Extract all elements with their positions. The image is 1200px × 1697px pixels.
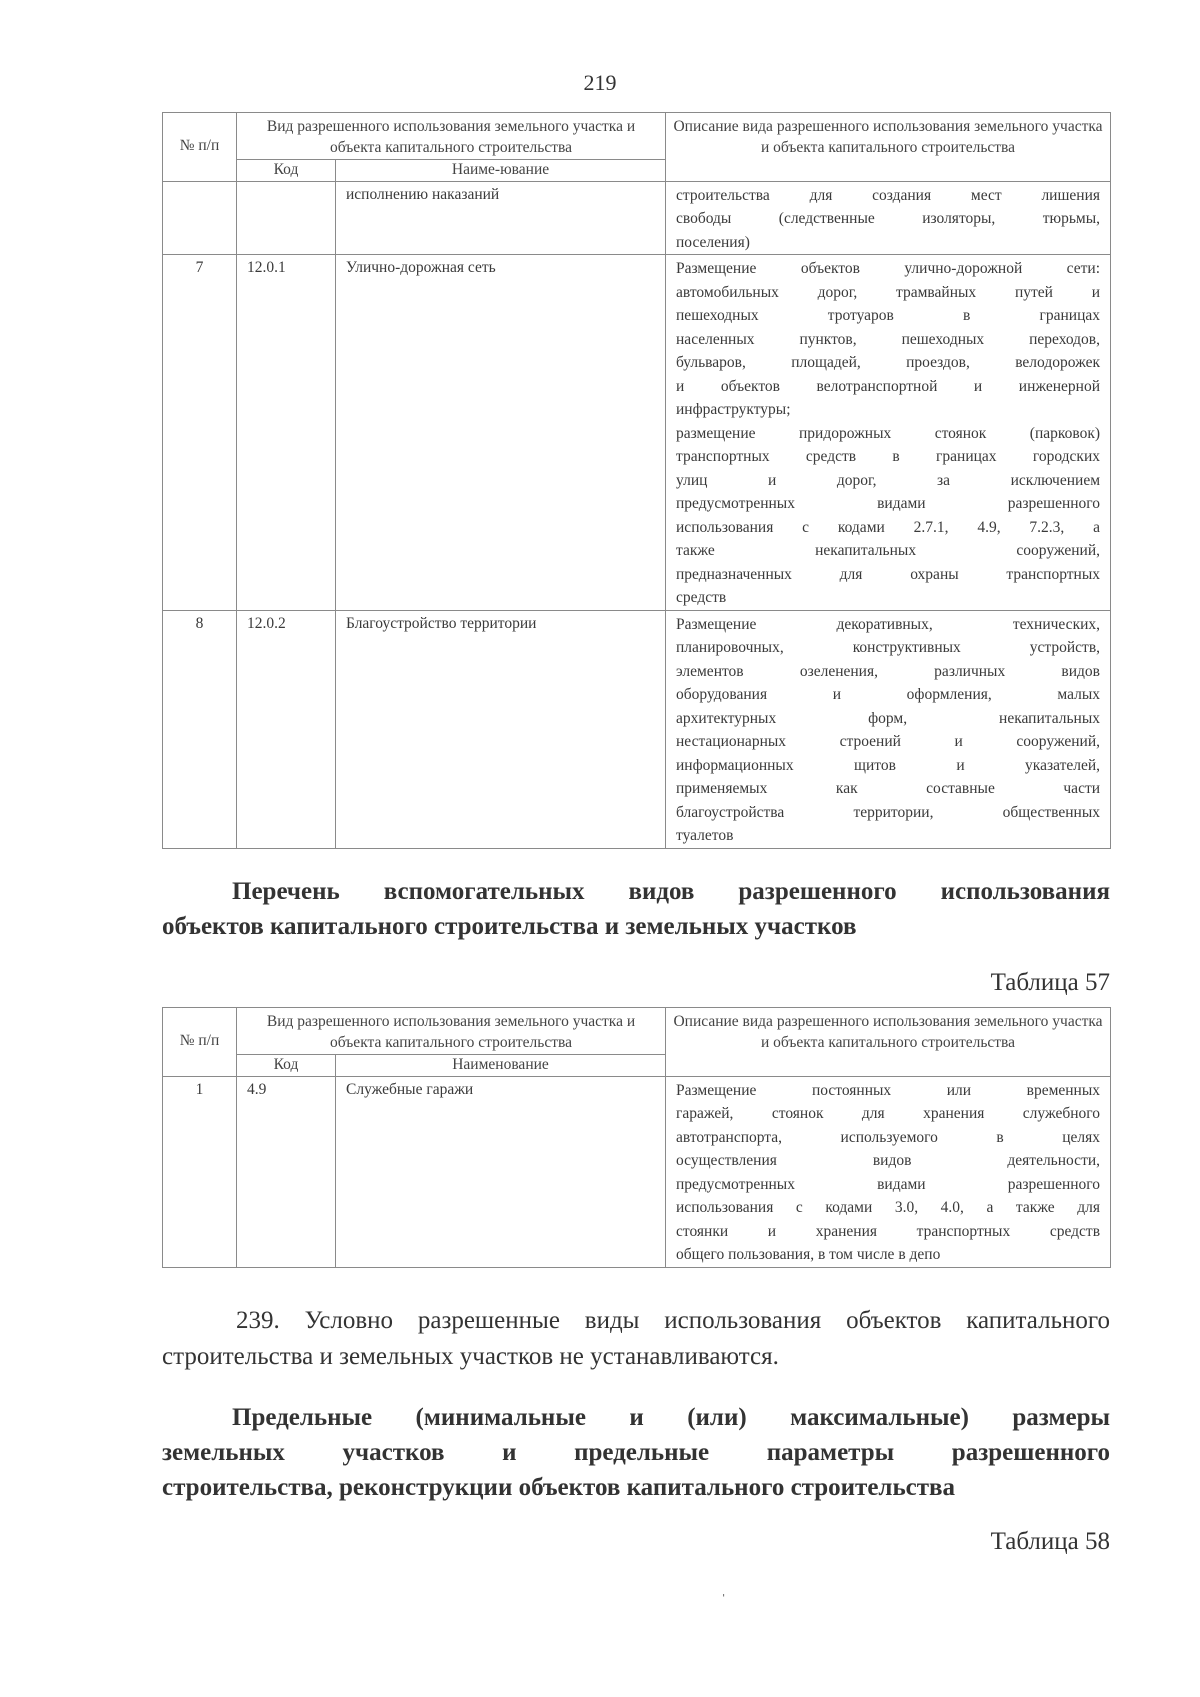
row-code: 4.9 [237, 1076, 336, 1267]
auxiliary-use-table [162, 1007, 1111, 1268]
description-line: населенных пунктов, пешеходных переходов, [676, 330, 1101, 348]
row-code: 12.0.2 [237, 610, 336, 848]
description-line: автомобильных дорог, трамвайных путей и [676, 283, 1101, 301]
table-58-label: Таблица 58 [990, 1528, 1110, 1555]
description-line: размещение придорожных стоянок (парковок) [676, 424, 1101, 442]
description-line: поселения) [676, 233, 750, 251]
table-row [163, 255, 1111, 611]
description-line: элементов озеленения, различных видов [676, 662, 1101, 680]
row-name: исполнению наказаний [336, 181, 666, 255]
description-line: Размещение декоративных, технических, [676, 615, 1101, 633]
heading-line: объектов капитального строительства и земельных участков [162, 913, 857, 940]
header-code: Код [237, 1054, 336, 1076]
paragraph-239: 239. Условно разрешенные виды использования объектов капитального строительства и земельных участков не устанавливаются. [162, 1307, 1110, 1370]
limit-parameters-heading [162, 1400, 1110, 1505]
row-code: 12.0.1 [237, 255, 336, 611]
header-num: № п/п [163, 113, 237, 182]
row-name: Благоустройство территории [336, 610, 666, 848]
description-line: информационных щитов и указателей, [676, 756, 1101, 774]
description-line: благоустройства территории, общественных [676, 803, 1101, 821]
description-line: предназначенных для охраны транспортных [676, 565, 1101, 583]
description-line: гаражей, стоянок для хранения служебного [676, 1105, 1101, 1123]
row-description [666, 1076, 1111, 1267]
description-line: средств [676, 589, 727, 607]
description-line: туалетов [676, 827, 734, 845]
description-line: Размещение постоянных или временных [676, 1081, 1101, 1099]
scan-mark: ˌ [721, 1580, 727, 1597]
description-line: пешеходных тротуаров в границах [676, 307, 1101, 325]
row-code [237, 181, 336, 255]
permitted-use-table-continued [162, 112, 1111, 849]
description-line: автотранспорта, используемого в целях [676, 1128, 1101, 1146]
row-description [666, 610, 1111, 848]
description-line: предусмотренных видами разрешенного [676, 495, 1101, 513]
table-57-label: Таблица 57 [990, 969, 1110, 996]
row-description [666, 255, 1111, 611]
row-num: 8 [163, 610, 237, 848]
header-name: Наиме-ювание [336, 159, 666, 181]
header-name: Наименование [336, 1054, 666, 1076]
description-line: планировочных, конструктивных устройств, [676, 639, 1101, 657]
description-line: общего пользования, в том числе в депо [676, 1246, 941, 1264]
header-usage-kind: Вид разрешенного использования земельного участка и объекта капитального строительства [237, 1008, 666, 1055]
description-line: использования с кодами 3.0, 4.0, а также для [676, 1199, 1101, 1217]
description-line: использования с кодами 2.7.1, 4.9, 7.2.3, а [676, 518, 1101, 536]
row-name: Улично-дорожная сеть [336, 255, 666, 611]
header-usage-kind: Вид разрешенного использования земельного участка и объекта капитального строительства [237, 113, 666, 160]
description-line: строительства для создания мест лишения [676, 186, 1101, 204]
description-line: предусмотренных видами разрешенного [676, 1175, 1101, 1193]
header-description: Описание вида разрешенного использования земельного участка и объекта капитального строительства [666, 1008, 1111, 1077]
description-line: свободы (следственные изоляторы, тюрьмы, [676, 210, 1101, 228]
description-line: оборудования и оформления, малых [676, 686, 1101, 704]
description-line: применяемых как составные части [676, 780, 1101, 798]
description-line: осуществления видов деятельности, [676, 1152, 1101, 1170]
table-row [163, 181, 1111, 255]
heading-line: Перечень вспомогательных видов разрешенного использования [232, 878, 1110, 905]
header-description: Описание вида разрешенного использования земельного участка и объекта капитального строительства [666, 113, 1111, 182]
auxiliary-uses-heading [162, 874, 1110, 944]
description-line: Размещение объектов улично-дорожной сети: [676, 260, 1101, 278]
table-row [163, 610, 1111, 848]
row-num: 1 [163, 1076, 237, 1267]
row-num: 7 [163, 255, 237, 611]
header-num: № п/п [163, 1008, 237, 1077]
description-line: улиц и дорог, за исключением [676, 471, 1101, 489]
description-line: нестационарных строений и сооружений, [676, 733, 1101, 751]
table-row [163, 1076, 1111, 1267]
description-line: транспортных средств в границах городских [676, 448, 1101, 466]
heading-line: строительства, реконструкции объектов капитального строительства [162, 1474, 956, 1501]
heading-line: земельных участков и предельные параметры разрешенного [162, 1439, 1110, 1466]
description-line: инфраструктуры; [676, 401, 791, 419]
row-description [666, 181, 1111, 255]
heading-line: Предельные (минимальные и (или) максимальные) размеры [232, 1404, 1110, 1431]
description-line: бульваров, площадей, проездов, велодорожек [676, 354, 1101, 372]
description-line: стоянки и хранения транспортных средств [676, 1222, 1101, 1240]
page-number: 219 [583, 70, 617, 95]
description-line: архитектурных форм, некапитальных [676, 709, 1101, 727]
header-code: Код [237, 159, 336, 181]
row-num [163, 181, 237, 255]
description-line: и объектов велотранспортной и инженерной [676, 377, 1101, 395]
row-name: Служебные гаражи [336, 1076, 666, 1267]
description-line: также некапитальных сооружений, [676, 542, 1101, 560]
